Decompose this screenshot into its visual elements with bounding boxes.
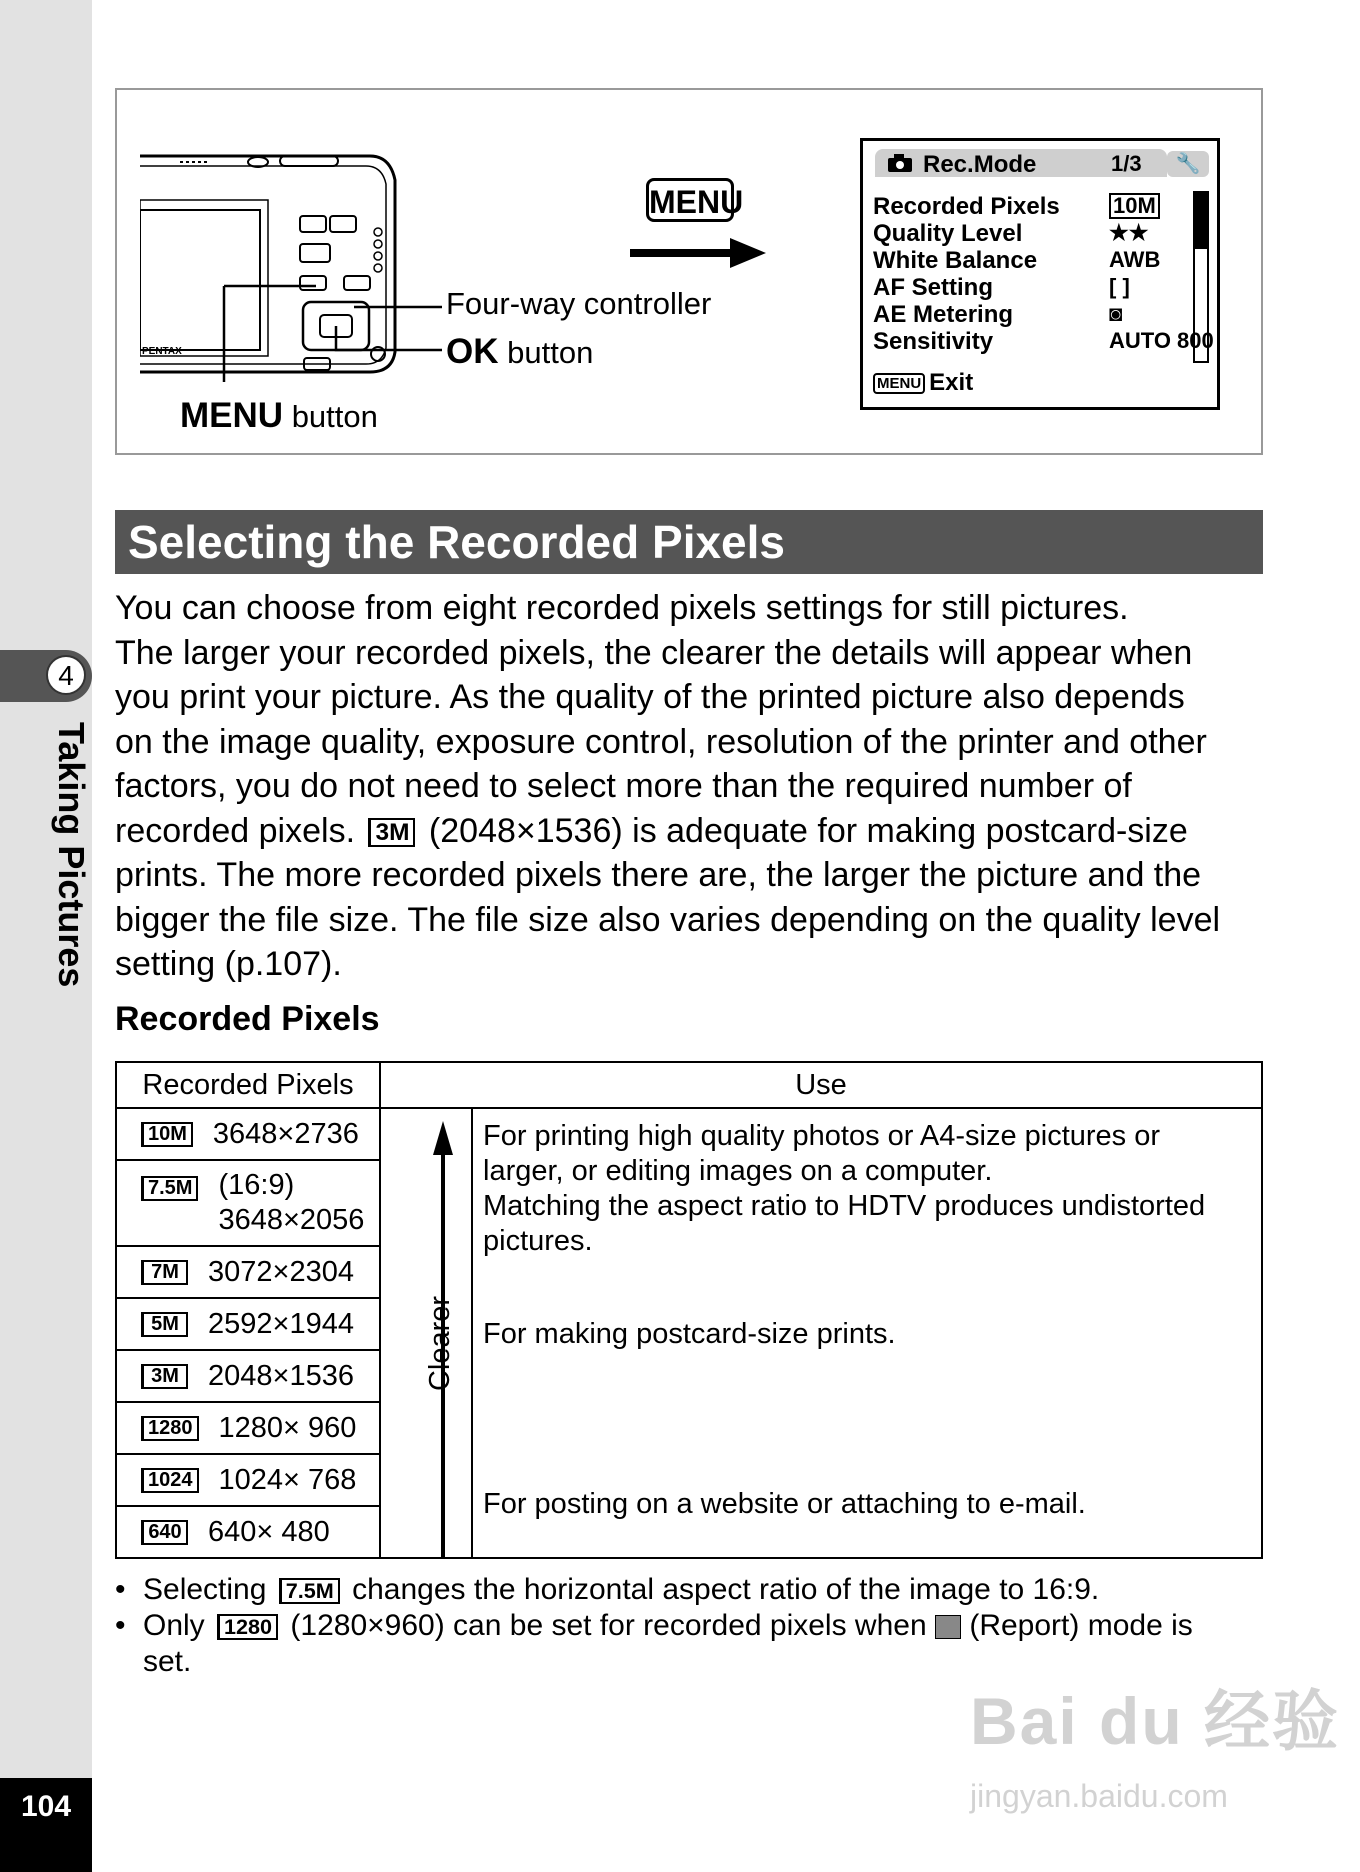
screen-item-value: [ ] [1109,274,1130,299]
section-title: Selecting the Recorded Pixels [128,516,786,568]
four-way-controller-label: Four-way controller [446,286,712,321]
body-line: bigger the file size. The file size also varies depending on the quality level [115,900,1221,939]
camera-brand: PENTAX [142,346,182,357]
screen-item-value: ★★ [1109,220,1149,245]
right-arrow-icon [630,238,770,268]
body-paragraph [115,586,1275,987]
use-text: Matching the aspect ratio to HDTV produces undistorted [483,1190,1206,1222]
body-line: prints. The more recorded pixels there are, the larger the picture and the [115,856,1202,894]
note-text: (Report) mode is [969,1609,1193,1642]
3m-pixels-icon: 3M [368,818,415,848]
screen-item-value: AUTO 800 [1109,328,1214,353]
body-line: The larger your recorded pixels, the clearer the details will appear when [115,633,1193,672]
screen-item-label: AF Setting [873,274,993,301]
body-line: on the image quality, exposure control, resolution of the printer and other [115,722,1207,761]
column-header: Use [380,1062,1262,1108]
10m-pixels-icon: 10M [141,1122,193,1147]
pixel-size: 2048×1536 [208,1359,354,1392]
ok-button-label [446,332,593,372]
screen-item-value: ◙ [1109,301,1123,326]
body-line: You can choose from eight recorded pixels settings for still pictures. [115,589,1129,627]
use-text: For making postcard-size prints. [483,1318,896,1350]
1280-pixels-icon: 1280 [141,1416,199,1441]
screen-item-value: 10M [1109,193,1160,219]
1024-pixels-icon: 1024 [141,1468,199,1493]
menu-suffix: button [291,399,378,434]
screen-item-value: AWB [1109,247,1161,272]
exit-label: Exit [929,369,974,396]
body-line: setting (p.107). [115,945,342,983]
1280-pixels-icon: 1280 [217,1614,278,1641]
watermark-logo: Bai du 经验 [970,1684,1341,1758]
watermark-url: jingyan.baidu.com [970,1778,1228,1814]
use-text: For printing high quality photos or A4-size pictures or [483,1120,1161,1152]
pixel-size: 2592×1944 [208,1307,354,1340]
wrench-icon: 🔧 [1167,151,1209,177]
use-text: For posting on a website or attaching to e-mail. [483,1488,1086,1520]
note-text: changes the horizontal aspect ratio of the image to 16:9. [352,1573,1100,1606]
pixel-aspect: (16:9) [218,1169,295,1201]
page-number: 104 [20,1790,72,1823]
screen-item-label: Recorded Pixels [873,193,1060,220]
screen-item-label: Sensitivity [873,328,994,355]
pixel-size: 1024× 768 [218,1463,357,1496]
camera-back-illustration [140,152,400,382]
use-text: pictures. [483,1225,593,1257]
notes-list [115,1572,1265,1680]
pixel-size: 640× 480 [208,1515,330,1548]
body-text-span: (2048×1536) is adequate for making postcard-size [428,811,1188,850]
table-heading: Recorded Pixels [115,1000,380,1038]
pixel-size: 3648×2736 [212,1117,359,1150]
note-item [115,1572,1265,1608]
note-text: (1280×960) can be set for recorded pixels when [290,1609,927,1642]
screen-exit-hint [873,369,973,397]
640-pixels-icon: 640 [141,1520,188,1545]
note-text: Selecting [143,1573,267,1606]
clearer-column [380,1108,472,1558]
rec-mode-menu-screen [860,138,1220,410]
use-text: larger, or editing images on a computer. [483,1155,993,1187]
use-cell [472,1108,1262,1558]
recorded-pixels-table [115,1061,1263,1559]
pixel-size: 1280× 960 [218,1411,357,1444]
chapter-title: Taking Pictures [51,722,92,988]
7-5m-pixels-icon: 7.5M [141,1176,198,1201]
3m-pixels-icon: 3M [141,1364,188,1389]
body-line [115,809,1275,854]
screen-title: Rec.Mode [923,151,1037,178]
body-line: you print your picture. As the quality of the printed picture also depends [115,678,1185,716]
screen-scrollbar [1193,191,1209,363]
table-row [116,1108,1262,1160]
ok-word: OK [446,332,499,371]
clearer-label: Clearer [424,1295,457,1392]
screen-item-label: White Balance [873,247,1038,274]
camera-icon [887,153,913,173]
7m-pixels-icon: 7M [141,1260,188,1285]
menu-button-label [180,396,378,436]
table-header-row [116,1062,1262,1108]
chapter-number: 4 [46,655,86,695]
menu-word: MENU [180,396,284,435]
column-header: Recorded Pixels [116,1062,380,1108]
5m-pixels-icon: 5M [141,1312,188,1337]
menu-key-icon: MENU [873,373,925,394]
screen-item-label: AE Metering [873,301,1014,328]
note-text: set. [143,1645,192,1678]
menu-key-icon: MENU [646,178,734,222]
screen-scroll-thumb [1195,193,1207,249]
screen-page-indicator: 1/3 [1111,151,1142,176]
note-text: Only [143,1609,205,1642]
body-text-span: recorded pixels. [115,811,356,850]
report-mode-icon [935,1615,961,1639]
pixel-size: 3648×2056 [218,1204,365,1236]
ok-suffix: button [507,335,594,370]
screen-item-label: Quality Level [873,220,1023,247]
7-5m-pixels-icon: 7.5M [279,1578,340,1605]
pixel-size: 3072×2304 [208,1255,354,1288]
body-line: factors, you do not need to select more than the required number of [115,767,1132,805]
